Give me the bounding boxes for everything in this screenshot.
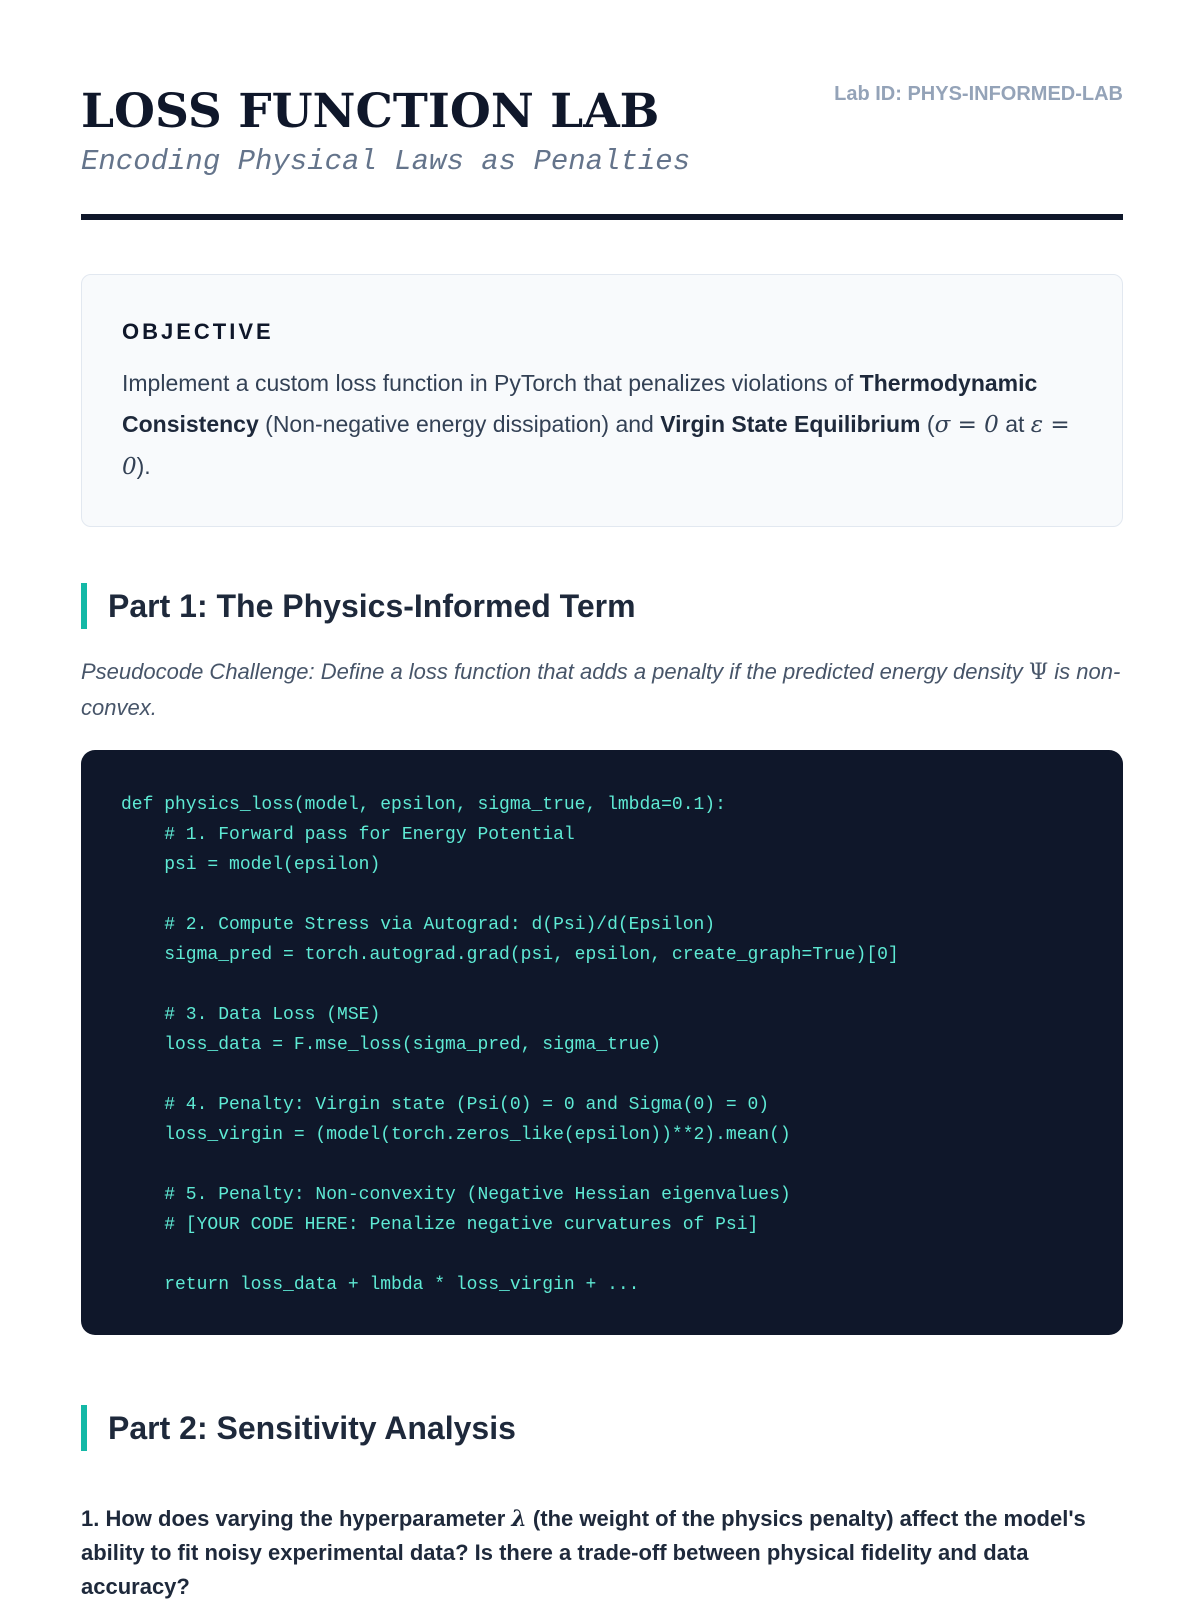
objective-bold-term: Virgin State Equilibrium (660, 411, 921, 437)
header-divider (81, 214, 1123, 220)
question-text: (the weight of the physics penalty) affect the model's ability to fit noisy experimental data? Is there a trade-off between physical fidelity and data accuracy? (81, 1506, 1086, 1599)
code-line: loss_virgin = (model(torch.zeros_like(epsilon))**2).mean() (121, 1125, 791, 1145)
question-text: 1. How does varying the hyperparameter (81, 1506, 512, 1531)
objective-text-part: at (998, 411, 1031, 437)
page-subtitle: Encoding Physical Laws as Penalties (81, 145, 691, 178)
math-expression: Ψ (1028, 660, 1049, 685)
code-line (121, 970, 1123, 1000)
section-heading-part2: Part 2: Sensitivity Analysis (81, 1405, 1123, 1451)
objective-text-part: (Non-negative energy dissipation) and (258, 411, 661, 437)
code-line: loss_data = F.mse_loss(sigma_pred, sigma_true) (121, 1035, 662, 1055)
code-line (121, 1240, 1123, 1270)
code-line: def physics_loss(model, epsilon, sigma_true, lmbda=0.1): (121, 795, 726, 815)
section-heading-part1: Part 1: The Physics-Informed Term (81, 583, 1123, 629)
code-line: # [YOUR CODE HERE: Penalize negative curvatures of Psi] (121, 1215, 759, 1235)
code-line: # 3. Data Loss (MSE) (121, 1005, 381, 1025)
objective-text-part: Implement a custom loss function in PyTorch that penalizes violations of (122, 370, 860, 396)
objective-text-part: ). (136, 453, 151, 479)
pseudocode-challenge (81, 654, 1123, 725)
objective-bold-term: Thermodynamic Consistency (122, 370, 1038, 437)
code-line: psi = model(epsilon) (121, 855, 381, 875)
objective-heading: OBJECTIVE (122, 319, 274, 344)
page-title: LOSS FUNCTION LAB (81, 84, 660, 139)
code-line: return loss_data + lmbda * loss_virgin + ... (121, 1275, 640, 1295)
question-1 (81, 1502, 1123, 1600)
code-line: sigma_pred = torch.autograd.grad(psi, epsilon, create_graph=True)[0] (121, 945, 899, 965)
page-header (81, 82, 1123, 180)
code-line (121, 880, 1123, 910)
code-line: # 5. Penalty: Non-convexity (Negative Hessian eigenvalues) (121, 1185, 791, 1205)
code-line: # 1. Forward pass for Energy Potential (121, 825, 575, 845)
code-line: # 2. Compute Stress via Autograd: d(Psi)/d(Epsilon) (121, 915, 716, 935)
math-expression: ε = 0 (122, 412, 1070, 480)
pseudo-text: Pseudocode Challenge: Define a loss function that adds a penalty if the predicted energy density (81, 659, 1029, 684)
objective-text (122, 363, 1082, 488)
objective-text-part: ( (920, 411, 935, 437)
math-expression: σ = 0 (934, 412, 999, 438)
lab-id: Lab ID: PHYS-INFORMED-LAB (834, 83, 1123, 105)
code-line (121, 1060, 1123, 1090)
code-line: # 4. Penalty: Virgin state (Psi(0) = 0 and Sigma(0) = 0) (121, 1095, 770, 1115)
objective-box (81, 274, 1123, 527)
code-block[interactable] (81, 750, 1123, 1335)
math-expression: λ (511, 1506, 527, 1532)
code-line (121, 1150, 1123, 1180)
pseudo-text: is non-convex. (81, 659, 1121, 720)
